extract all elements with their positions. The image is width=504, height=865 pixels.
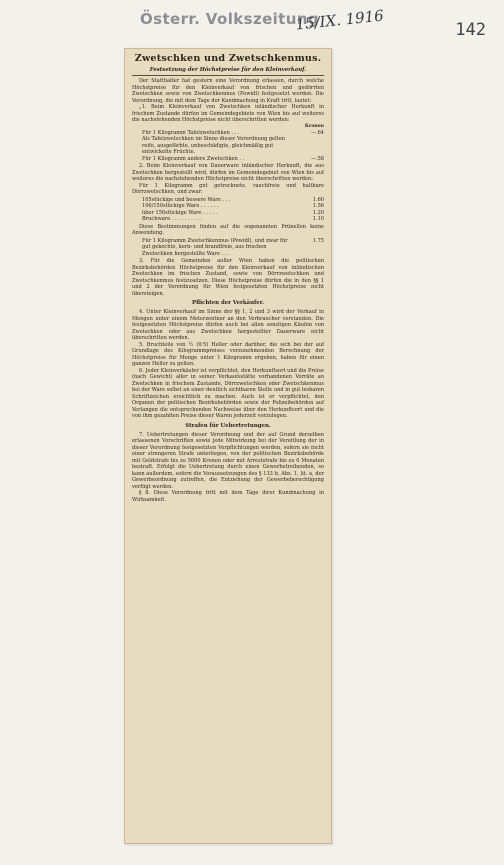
- price-label: Für 1 Kilogramm Tafelzwetschken . . .: [142, 129, 240, 136]
- price-value: 1.56: [312, 203, 324, 210]
- price-value: [296, 136, 324, 156]
- price-row: [132, 136, 324, 156]
- section-3: 3. Für die Gemeinden außer Wien haben die politischen Bezirksbehörden Höchstpreise für den Kleinverkauf von inländischen Zwetschken im frischen Zustand, sowie von Dörrzwetschken und Zwetschkenmus festzusetzen. Diese Höchstpreise dürfen die in den §§ 1 und 2 der Verordnung für Wien festgesetzten Höchstpreise nicht übersteigen.: [132, 258, 324, 297]
- page-number: 142: [455, 20, 486, 40]
- price-label: Als Tafelzwetschken im Sinne dieser Verordnung gelten reife, ausgefärbte, unbeschädigte, gleichmäßig gut entwickelte Früchte.: [142, 136, 286, 156]
- section-4: 4. Unter Kleinverkauf im Sinne der §§ 1, 2 und 3 wird der Verkauf in Mengen unter einem Meterzentner an den Verbraucher verstanden. Die festgesetzten Höchstpreise dürfen auch bei allen sonstigen Käufen von Zwetschken oder aus Zwetschken hergestellter Dauerware nicht überschritten werden.: [132, 309, 324, 342]
- article-intro: Der Statthalter hat gestern eine Verordnung erlassen, durch welche Höchstpreise für den Kleinverkauf von frischen und gedörrten Zwetschken sowie von Zwetschkenmus (Powidl) festgesetzt werden. Die Verordnung, die mit dem Tage der Kundmachung in Kraft tritt, lautet:: [132, 78, 324, 104]
- price-row: [132, 216, 324, 223]
- divider: [132, 75, 324, 76]
- price-label: Bruchware . . . . . . . . . .: [142, 216, 203, 223]
- dried-price-table: [132, 197, 324, 223]
- price-label: 106/150stückige Ware . . . . . .: [142, 203, 219, 210]
- price-value: 1.20: [312, 209, 324, 216]
- price-label: Für 1 Kilogramm andere Zwetschken . .: [142, 155, 245, 162]
- handwritten-date: 15/IX. 1916: [294, 6, 385, 34]
- price-row: [132, 156, 324, 163]
- newspaper-source-stamp: Österr. Volkszeitung: [140, 10, 320, 28]
- section-7: 7. Uebertretungen dieser Verordnung und der auf Grund derselben erlassenen Vorschriften sowie jede Mitwirkung bei der Vereitlung der in dieser Verordnung festgesetzten Verpflichtungen werden, sofern sie nicht einer strengeren Strafe unterliegen, von der politischen Bezirksbehörde mit Geldstrafe bis zu 5000 Kronen oder mit Arreststrafe bis zu 6 Monaten bestraft. Erfolgt die Uebertretung durch einen Gewerbetreibenden, so kann außerdem, sofern die Voraussetzungen des § 133 b, Abs. 1, lit. a, der Gewerbeordnung zutreffen, die Entziehung der Gewerbeberechtigung verfügt werden.: [132, 431, 324, 490]
- unit-label: Kronen: [304, 123, 324, 129]
- article: [132, 54, 324, 503]
- dried-intro: Für 1 Kilogramm gut getrocknete, rauchfreie und haltbare Dörrzwetschken, und zwar:: [132, 182, 324, 196]
- pruenellen-note: Diese Bestimmungen finden auf die sogenannten Prünellen keine Anwendung.: [132, 223, 324, 237]
- newspaper-clipping: [124, 48, 332, 844]
- price-row: [132, 238, 324, 258]
- price-value: —.64: [310, 129, 324, 136]
- section-5: 5. Bruchteile von ½ (0·5) Heller oder darüber, die sich bei der auf Grundlage des Kilogrammpreises vorzunehmenden Berechnung der Höchstpreise für Menge unter 1 Kilogramm ergeben, haben für einen ganzen Heller zu gelten.: [132, 341, 324, 368]
- price-value: 1.75: [312, 237, 324, 244]
- section-6: 6. Jeder Kleinverkäufer ist verpflichtet, den Herkunftsort und die Preise (nach Gewicht) aller in seiner Verkaufsstätte vorhandenen Vorräte an Zwetschken in frischem Zustande, Dörrzwetschken oder Zwetschkenmus bei der Ware selbst an einer deutlich sichtbaren Stelle und in gut lesbaren Schriftzeichen ersichtlich zu machen. Auch ist er verpflichtet, den Organen der politischen Bezirksbehörden sowie der Polizeibehörden auf Verlangen die entsprechenden Nachweise über den Herkunftsort und die von ihm gezahlten Preise dieser Waren jederzeit vorzulegen.: [132, 367, 324, 420]
- section-2: 2. Beim Kleinverkauf von Dauerware inländischer Herkunft, die aus Zwetschken hergestellt wird, dürfen im Gemeindegebiet von Wien bis auf weiteres die nachstehenden Höchstpreise nicht überschritten werden:: [132, 163, 324, 183]
- section-1: „1. Beim Kleinverkauf von Zwetschken inländischer Herkunft in frischem Zustande dürfen im Gemeindegebiete von Wien bis auf weiteres die nachstehenden Höchstpreise nicht überschritten werden:: [132, 104, 324, 124]
- price-label: Für 1 Kilogramm Zwetschkenmus (Powidl), und zwar für gut gekochte, kern- und brandfreie, aus frischen Zwetschken hergestellte Ware . . .: [142, 237, 288, 257]
- fresh-price-table: [132, 130, 324, 163]
- article-headline: Zwetschken und Zwetschkenmus.: [134, 53, 322, 64]
- price-value: 1.60: [312, 196, 324, 203]
- price-label: 105stückige und bessere Ware . . .: [142, 196, 231, 203]
- section-heading-penalties: Strafen für Uebertretungen.: [185, 422, 271, 429]
- price-label: über 150stückige Ware . . . . .: [142, 209, 218, 216]
- price-value: 1.10: [312, 216, 324, 223]
- section-8: § 8. Diese Verordnung tritt mit dem Tage ihrer Kundmachung in Wirksamkeit.: [132, 490, 324, 503]
- article-subhead: Festsetzung der Höchstpreise für den Kleinverkauf.: [149, 66, 307, 73]
- price-value: —.58: [310, 155, 324, 162]
- mus-price-table: [132, 238, 324, 258]
- section-heading-duties: Pflichten der Verkäufer.: [192, 300, 264, 307]
